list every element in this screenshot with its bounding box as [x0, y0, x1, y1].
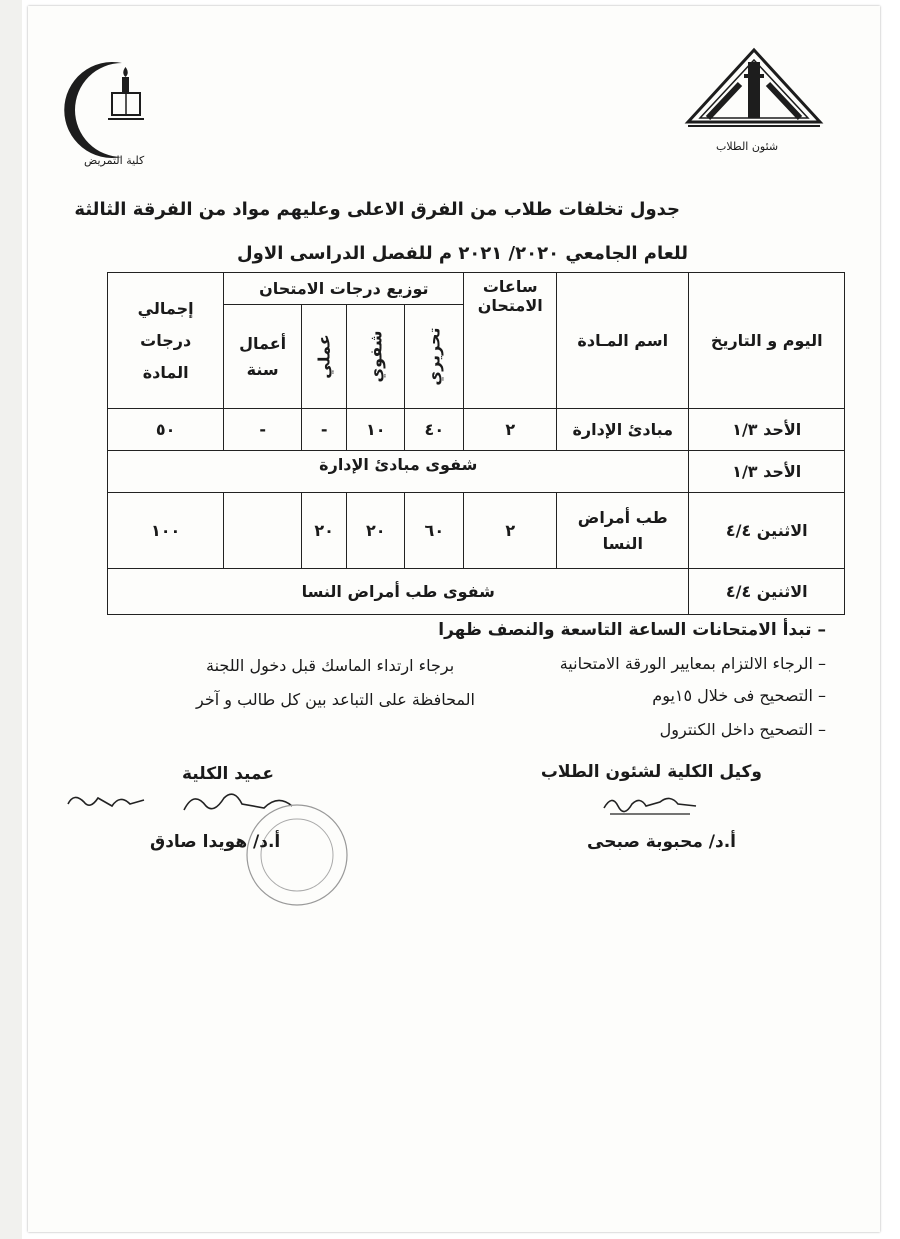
table-row: [108, 409, 845, 451]
table-row: [108, 569, 845, 615]
dean-title: عميد الكلية: [182, 764, 274, 784]
benha-university-logo: [684, 44, 824, 134]
row-oral-exam: شفوى طب أمراض النسا: [108, 569, 689, 615]
row-hours: ٢: [464, 409, 557, 451]
row-total: ١٠٠: [108, 493, 224, 569]
exam-schedule-table: [107, 272, 845, 615]
row-written: ٦٠: [405, 493, 464, 569]
header-distribution: توزيع درجات الامتحان: [224, 273, 464, 305]
faculty-of-nursing-logo: [52, 55, 162, 165]
page-margin: [0, 0, 22, 1239]
document-title: جدول تخلفات طلاب من الفرق الاعلى وعليهم مواد من الفرقة الثالثة: [74, 199, 680, 220]
row-oral: ١٠: [347, 409, 405, 451]
vice-dean-signature: [600, 790, 700, 822]
row-coursework: -: [224, 409, 302, 451]
row-coursework: [224, 493, 302, 569]
header-total: إجمالي درجات المادة: [108, 273, 224, 409]
row-practical: ٢٠: [301, 493, 346, 569]
official-stamp: [232, 800, 362, 914]
note-correction-period: – التصحيح فى خلال ١٥يوم: [652, 686, 826, 705]
note-distancing: المحافظة على التباعد بين كل طالب و آخر: [196, 690, 475, 709]
header-oral: شفوي: [347, 305, 405, 409]
header-day-date: اليوم و التاريخ: [689, 273, 845, 409]
row-practical: -: [301, 409, 346, 451]
row-hours: ٢: [464, 493, 557, 569]
table-row: [108, 493, 845, 569]
row-subject: مبادئ الإدارة: [557, 409, 689, 451]
row-day: الأحد ١/٣: [689, 451, 845, 493]
vice-dean-name: أ.د/ محبوبة صبحى: [587, 832, 736, 852]
row-day: الاثنين ٤/٤: [689, 493, 845, 569]
header-written: تحريري: [405, 305, 464, 409]
header-subject: اسم المـادة: [557, 273, 689, 409]
header-coursework: أعمال سنة: [224, 305, 302, 409]
row-total: ٥٠: [108, 409, 224, 451]
row-day: الأحد ١/٣: [689, 409, 845, 451]
note-start-time: – تبدأ الامتحانات الساعة التاسعة والنصف ظهرا: [438, 620, 826, 640]
document-subtitle: للعام الجامعي ٢٠٢٠/ ٢٠٢١ م للفصل الدراسى الاول: [237, 243, 688, 264]
note-commitment: – الرجاء الالتزام بمعايير الورقة الامتحانية: [559, 654, 826, 673]
row-oral-exam: شفوى مبادئ الإدارة: [108, 451, 689, 493]
table-row: [108, 451, 845, 493]
header-practical: عملي: [301, 305, 346, 409]
row-written: ٤٠: [405, 409, 464, 451]
row-oral: ٢٠: [347, 493, 405, 569]
note-mask: برجاء ارتداء الماسك قبل دخول اللجنة: [206, 656, 455, 675]
row-subject: طب أمراض النسا: [557, 493, 689, 569]
document-page: [28, 6, 880, 1232]
student-affairs-caption: شئون الطلاب: [716, 140, 779, 153]
header-hours: ساعات الامتحان: [464, 273, 557, 409]
row-day: الاثنين ٤/٤: [689, 569, 845, 615]
faculty-logo-caption: كلية التمريض: [84, 154, 145, 167]
vice-dean-title: وكيل الكلية لشئون الطلاب: [540, 762, 762, 782]
dean-name: أ.د/ هويدا صادق: [150, 832, 281, 852]
note-correction-place: – التصحيح داخل الكنترول: [659, 720, 826, 739]
